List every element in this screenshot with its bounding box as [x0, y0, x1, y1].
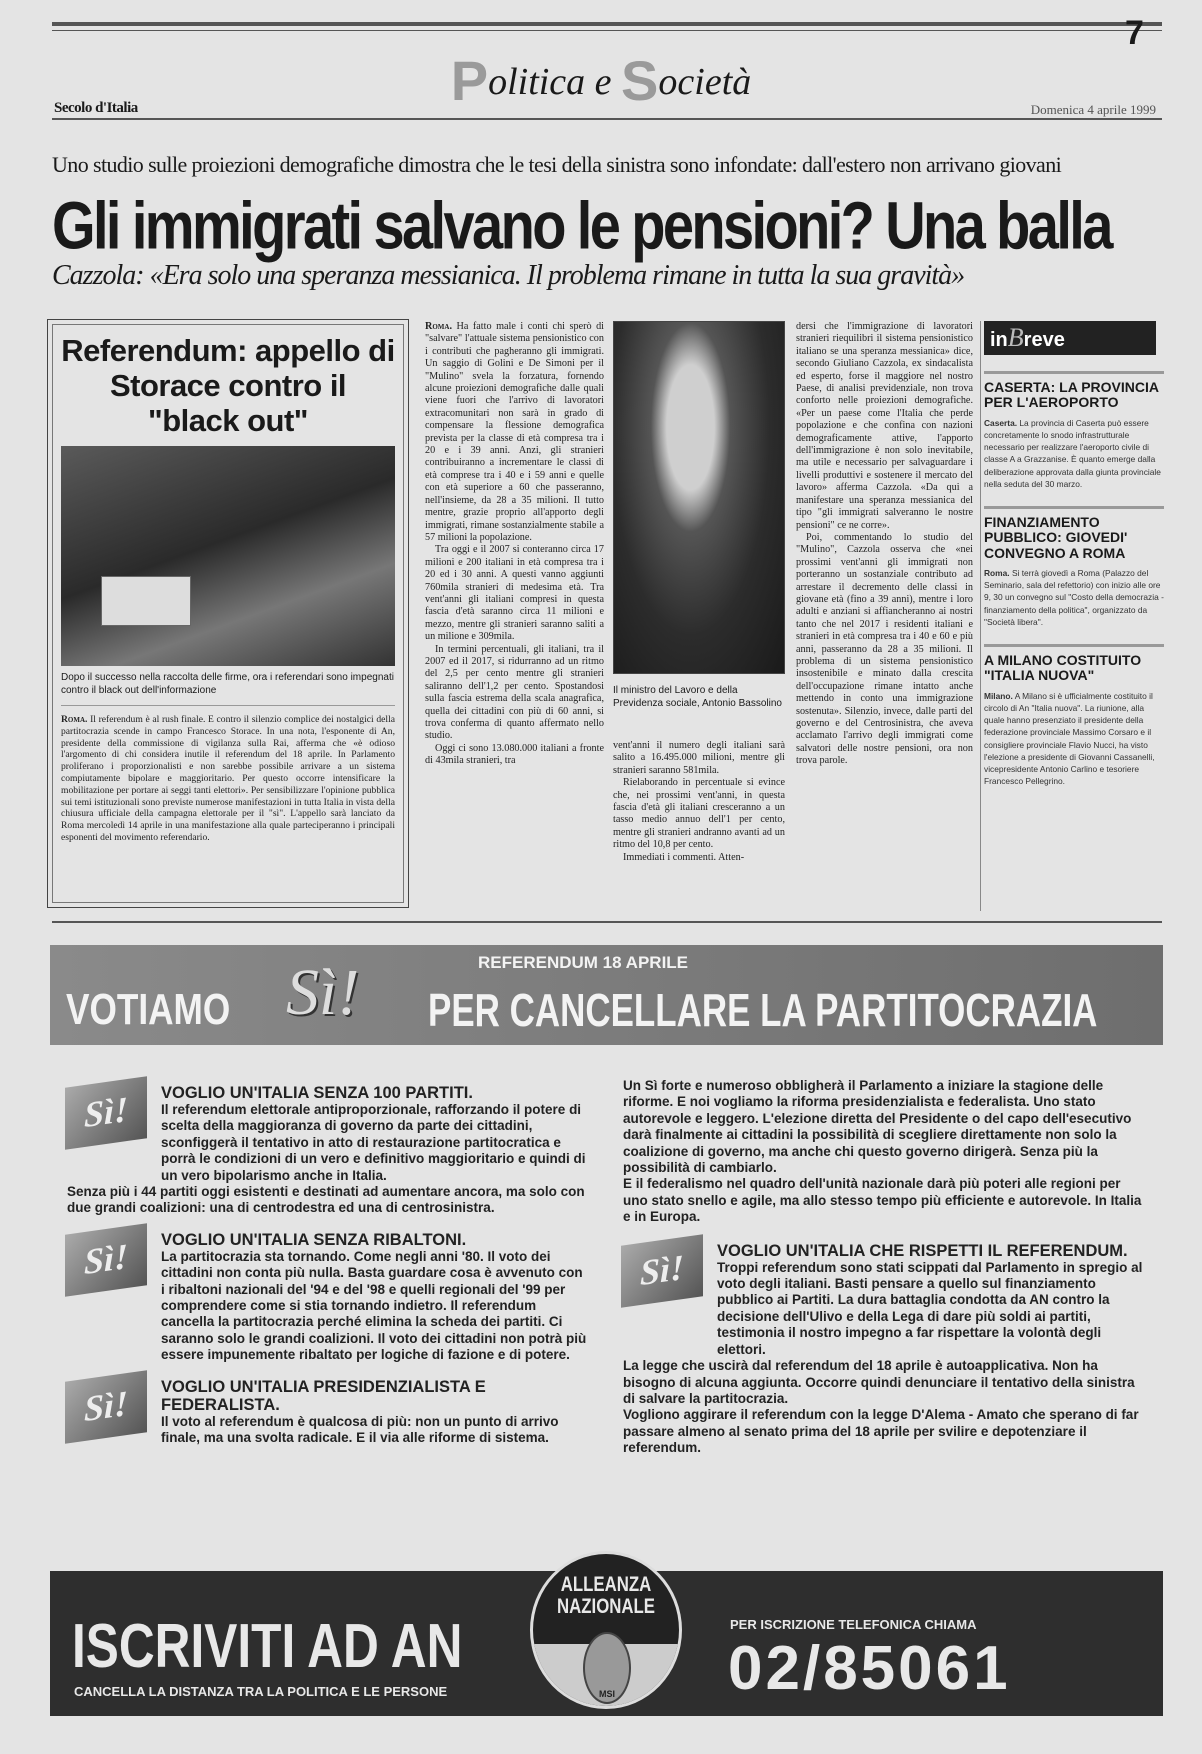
- brief-item: FINANZIAMENTO PUBBLICO: GIOVEDI' CONVEGNO A ROMA Roma. Si terrà giovedì a Roma (Palazzo del Seminario, sala del refettorio) con inizio alle ore 9, 30 un convegno sul "Costo della democrazia - finanziamento della politica", organizzato da "Società libera".: [984, 506, 1164, 628]
- sidebar-photo-caption: Dopo il successo nella raccolta delle firme, ora i referendari sono impegnati contro il black out dell'informazione: [61, 672, 394, 696]
- phone-number[interactable]: 02/85061: [728, 1634, 1011, 1703]
- section-rule: [52, 921, 1162, 923]
- si-badge-icon: Sì!: [65, 1370, 147, 1444]
- ad-column-left: [67, 1082, 589, 1459]
- referendum-photo: [61, 446, 395, 666]
- article-kicker: Uno studio sulle proiezioni demografiche dimostra che le tesi della sinistra sono infondate: dall'estero non arrivano giovani: [52, 152, 1062, 177]
- article-column-3: dersi che l'immigrazione di lavoratori stranieri riequilibri il sistema pensionistico italiano se una speranza messianica» dice, secondo Giuliano Cazzola, ex sindacalista ed esperto, forse il maggiore nel nostro Paese, di analisi previdenziale, non trova conforto nelle proiezioni demografiche. «Per un paese come l'Italia che perde popolazione e che confina con nazioni demograficamente attive, l'apporto dell'immigrazione è non solo inevitabile, ma utile e necessario per salvaguardare i livelli produttivi e sostenere il mercato del lavoro» afferma Cazzola. «Da qui a manifestare una speranza messianica del tipo "gli immigrati salveranno le nostre pensioni" ce ne corre». Poi, commentando lo studio del "Mulino", Cazzola osserva che «nei prossimi vent'anni gli immigrati non porteranno un sostanziale contributo ad arrestare il decremento delle classi in giovane età (fino a 39 anni), mentre i loro adulti e anziani si affiancheranno ai nostri tanto che nel 2017 i residenti italiani e stranieri in età compresa tra i 40 e 60 e più anni, passeranno da 28 a 35 milioni. Il problema di un sistema pensionistico insostenibile e minato dalla crescita dell'occupazione rimane intatto anche mettendo in conto una immigrazione sostenuta». Silenzio, invece, dalle parti del governo e del Centrosinistra, che aveva acclamato l'arrivo degli immigrati come salvatori delle nostre pensioni, ora non trova parole.: [796, 321, 973, 767]
- minister-photo: [613, 321, 785, 674]
- si-badge-icon: Sì!: [65, 1223, 147, 1297]
- ad-section: Sì! VOGLIO UN'ITALIA SENZA RIBALTONI. La partitocrazia sta tornando. Come negli anni '80. Il voto dei cittadini non conta più nulla. Basta guardare cosa è avvenuto con i ribaltoni nazionali del '94 e del '98 e quelli regionali del '99 per comprendere come si stia tornando indietro. Il referendum cancella la partitocrazia perché elimina la scheda dei partiti. Ci saranno solo le grandi coalizioni. Il voto dei cittadini non potrà più essere impunemente ribaltato per logiche di fazione e di potere.: [67, 1229, 589, 1364]
- paper-name: Secolo d'Italia: [54, 100, 138, 116]
- article-column-2-tail: vent'anni il numero degli italiani sarà salito a 16.495.000 milioni, mentre gli stranieri saranno 581mila. Rielaborando in percentuale si evince che, nei prossimi vent'anni, in questa fascia d'età gli italiani cresceranno a un tasso medio annuo dell'1 per cento, mentre gli stranieri andranno avanti ad un ritmo del 10,8 per cento. Immediati i commenti. Atten-: [613, 740, 785, 863]
- article-subhead: Cazzola: «Era solo una speranza messianica. Il problema rimane in tutta la sua gravità»: [52, 260, 965, 291]
- si-logo: Sì!: [286, 956, 360, 1029]
- sidebar-body: Roma. Il referendum è al rush finale. E contro il silenzio complice dei nostalgici della partitocrazia scende in campo Francesco Storace. In una nota, l'esponente di An, presidente della commissione di vigilanza sulla Rai, afferma che «è odioso l'argomento di chi considera inutile il referendum del 18 aprile. In Parlamento proliferano i proporzionalisti e non sarebbe possibile arrivare a un sistema compiutamente bipolare e maggioritario. Per questo occorre intensificare la mobilitazione per portare ai seggi tanti elettori». Per sensibilizzare l'opinione pubblica sui temi istituzionali sono previste numerose manifestazioni in tutta Italia in vista della chiusura ufficiale della campagna elettorale per il "sì". L'appello sarà lanciato da Roma mercoledì 14 aprile in una manifestazione alla quale parteciperanno i principali esponenti del movimento referendario.: [61, 714, 395, 844]
- ad-section: Sì! VOGLIO UN'ITALIA CHE RISPETTI IL REFERENDUM. Troppi referendum sono stati scippati dal Parlamento in spregio al voto degli italiani. Basti pensare a quello sul finanziamento pubblico ai Partiti. La dura battaglia condotta da AN contro la decisione dell'Ulivo e della Lega di dare più soldi ai partiti, testimonia il nostro impegno a far rispettare la volontà degli elettori. La legge che uscirà dal referendum del 18 aprile è autoapplicativa. Non ha bisogno di alcuna aggiunta. Occorre quindi denunciare il tentativo della sinistra di salvare la partitocrazia. Vogliono aggirare il referendum con la legge D'Alema - Amato che sperano di far passare almeno al senato prima del 18 aprile per svilire e depotenziare il referendum.: [623, 1240, 1147, 1457]
- ad-headline: ISCRIVITI AD AN: [72, 1612, 463, 1681]
- article-column-1: Roma. Ha fatto male i conti chi sperò di "salvare" l'attuale sistema pensionistico con i contributi che pagheranno gli immigrati. Un saggio di Golini e De Simoni per il "Mulino" svela la forzatura, fornendo alcune proiezioni demografiche dalle quali viene fuori che l'arrivo di lavoratori extracomunitari non sarà in grado di compensare la flessione demografica prevista per la classe di età compresa tra i 20 e i 39 anni. Anzi, gli stranieri contribuiranno a incrementare le classi di età comprese tra i 40 e i 59 anni e quelle con età superiore a 60 che passeranno, nell'insieme, da 28 a 35 milioni. Il tutto mentre, grazie proprio all'apporto degli immigrati, rimane sostanzialmente stabile a 57 milioni la popolazione. Tra oggi e il 2007 si conteranno circa 17 milioni e 200 italiani in età compresa tra i 20 ed i 30 anni. A questi vanno aggiunti 760mila stranieri di medesima età. Tra vent'anni gli italiani compresi in questa fascia d'età saranno circa 11 milioni e mezzo, mentre gli stranieri saranno saliti a un milione e 309mila. In termini percentuali, gli italiani, tra il 2007 ed il 2017, si ridurranno ad un ritmo del 2,5 per cento mentre gli stranieri saliranno dell'1,2 per cento. Spostandosi sulla fascia estrema della scala anagrafica, quella dei cittadini con più di 60 anni, si trova conferma di quanto affermato nello studio. Oggi ci sono 13.080.000 italiani a fronte di 43mila stranieri, tra: [425, 321, 604, 767]
- ad-section: Sì! VOGLIO UN'ITALIA SENZA 100 PARTITI. Il referendum elettorale antiproporzionale, rafforzando il potere di scelta della maggioranza di governo da parte dei cittadini, sconfiggerà il tentativo in atto di restaurazione partitocratica e porrà le condizioni di un vero e definitivo maggioritario e quindi di un vero bipolarismo anche in Italia. Senza più i 44 partiti oggi esistenti e destinati ad aumentare ancora, ma solo con due grandi coalizioni: una di centrodestra ed una di centrosinistra.: [67, 1082, 589, 1217]
- section-title: Politica e Società: [450, 49, 752, 112]
- issue-date: Domenica 4 aprile 1999: [1030, 102, 1156, 117]
- ad-section: Sì! VOGLIO UN'ITALIA PRESIDENZIALISTA E FEDERALISTA. Il voto al referendum è qualcosa di più: non un punto di arrivo finale, ma una svolta radicale. E il via alle riforme di sistema.: [67, 1376, 589, 1447]
- alleanza-nazionale-logo: ALLEANZA NAZIONALE MSI: [530, 1551, 682, 1709]
- brief-item: CASERTA: LA PROVINCIA PER L'AEROPORTO Caserta. La provincia di Caserta può essere concretamente lo snodo infrastrutturale necessario per realizzare l'aeroporto civile di classe A a Grazzanise. È quanto emerge dalla deliberazione approvata dalla giunta provinciale nella seduta del 30 marzo.: [984, 371, 1164, 490]
- top-rule: [52, 22, 1162, 26]
- top-rule-thin: [52, 30, 1162, 31]
- referendum-banner: REFERENDUM 18 APRILE VOTIAMO Sì! PER CANCELLARE LA PARTITOCRAZIA: [50, 945, 1163, 1045]
- sidebar-title: Referendum: appello di Storace contro il "black out": [61, 333, 395, 439]
- si-badge-icon: Sì!: [621, 1234, 703, 1308]
- referendum-sidebar-box: [47, 319, 409, 908]
- ad-tagline: CANCELLA LA DISTANZA TRA LA POLITICA E LE PERSONE: [74, 1684, 448, 1699]
- page-number: 7: [1125, 14, 1144, 52]
- ad-column-right: Un Sì forte e numeroso obbligherà il Parlamento a iniziare la stagione delle riforme. E noi vogliamo la riforma presidenzialista e federalista. Uno stato autorevole e leggero. L'elezione diretta del Presidente o del capo dell'esecutivo darà finalmente ai cittadini la possibilità di scegliere direttamente non solo la coalizione di governo, ma anche chi questo governo dirigerà. Senza più la possibilità di cambiarlo. E il federalismo nel quadro dell'unità nazionale darà più poteri alle regioni per uno stato snello e agile, ma allo stesso tempo più efficiente e autorevole. In Italia e in Europa. Sì! VOGLIO UN'ITALIA CHE RISPETTI IL REFERENDUM. Troppi referendum sono stati scippati dal Parlamento in spregio al voto degli italiani. Basti pensare a quello sul finanziamento pubblico ai Partiti. La dura battaglia condotta da AN contro la decisione dell'Ulivo e della Lega di dare più soldi ai partiti, testimonia il nostro impegno a far rispettare la volontà degli elettori. La legge che uscirà dal referendum del 18 aprile è autoapplicativa. Non ha bisogno di alcuna aggiunta. Occorre quindi denunciare il tentativo della sinistra di salvare la partitocrazia. Vogliono aggirare il referendum con la legge D'Alema - Amato che sperano di far passare almeno al senato prima del 18 aprile per svilire e depotenziare il referendum.: [623, 1078, 1147, 1469]
- an-membership-ad: [50, 1571, 1163, 1716]
- phone-label: PER ISCRIZIONE TELEFONICA CHIAMA: [730, 1617, 977, 1632]
- divider: [61, 705, 395, 706]
- brief-item: A MILANO COSTITUITO "ITALIA NUOVA" Milano. A Milano si è ufficialmente costituito il circolo di An "Italia nuova". La riunione, alla quale hanno presenziato il presidente della federazione provinciale Massimo Corsaro e il consigliere provinciale Flavio Nucci, ha visto l'elezione a presidente di Giovanni Cassanelli, vicepresidente Antonio Carlino e tesoriere Francesco Pellegrino.: [984, 644, 1164, 787]
- in-breve-column: [984, 321, 1164, 787]
- article-headline: Gli immigrati salvano le pensioni? Una balla: [52, 187, 1111, 263]
- si-badge-icon: Sì!: [65, 1076, 147, 1150]
- in-breve-logo: inBreve: [984, 321, 1156, 355]
- flame-icon: MSI: [583, 1632, 631, 1704]
- masthead-rule: [52, 118, 1162, 120]
- minister-photo-caption: Il ministro del Lavoro e della Previdenza sociale, Antonio Bassolino: [613, 685, 782, 709]
- photo-banner: [101, 576, 191, 626]
- column-divider: [980, 321, 981, 911]
